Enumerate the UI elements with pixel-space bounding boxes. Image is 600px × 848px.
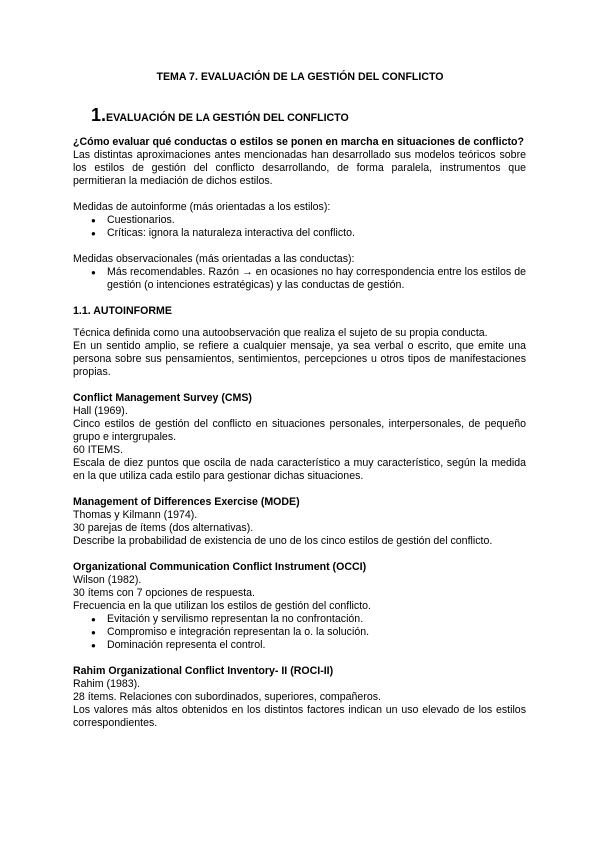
cms-scale: Escala de diez puntos que oscila de nada característico a muy característico, según la medida en la que utiliza cada estilo para gestionar dichas situaciones. [73, 457, 526, 482]
occi-author: Wilson (1982). [73, 574, 142, 586]
definition-2: En un sentido amplio, se refiere a cualquier mensaje, ya sea verbal o escrito, que emite una persona sobre sus pensamientos, sentimientos, percepciones u otros tipos de manifestaciones propias. [73, 340, 526, 378]
cms-title: Conflict Management Survey (CMS) [73, 392, 252, 404]
occi-list [73, 613, 526, 652]
mode-author: Thomas y Kilmann (1974). [73, 509, 198, 521]
list-item: ● Cuestionarios. [73, 214, 526, 227]
intro-paragraph: Las distintas aproximaciones antes mencionadas han desarrollado sus modelos teóricos sobre los estilos de gestión del conflicto desarrollando, de forma paralela, instrumentos que permitieran la mediación de dichos estilos. [73, 149, 526, 187]
page-title: TEMA 7. EVALUACIÓN DE LA GESTIÓN DEL CONFLICTO [156, 71, 444, 83]
roci-desc: Los valores más altos obtenidos en los distintos factores indican un uso elevado de los estilos correspondientes. [73, 704, 526, 729]
cms-items: 60 ITEMS. [73, 444, 124, 456]
section-number: 1. [91, 105, 107, 125]
occi-items: 30 ítems con 7 opciones de respuesta. [73, 587, 255, 599]
document-body [73, 105, 526, 730]
list-item: ● Más recomendables. Razón → en ocasiones no hay correspondencia entre los estilos de gestión (o intenciones estratégicas) y las conductas de gestión. [73, 266, 526, 292]
section-heading-text: EVALUACIÓN DE LA GESTIÓN DEL CONFLICTO [106, 112, 349, 124]
list-item: ● Evitación y servilismo representan la no confrontación. [73, 613, 526, 626]
observacionales-list [73, 266, 526, 292]
autoinforme-intro: Medidas de autoinforme (más orientadas a los estilos): [73, 201, 331, 213]
autoinforme-list [73, 214, 526, 240]
roci-title: Rahim Organizational Conflict Inventory- II (ROCI-II) [73, 665, 334, 677]
roci-items: 28 ítems. Relaciones con subordinados, superiores, compañeros. [73, 691, 381, 703]
observacionales-intro: Medidas observacionales (más orientadas a las conductas): [73, 253, 355, 265]
mode-title: Management of Differences Exercise (MODE) [73, 496, 300, 508]
mode-pairs: 30 parejas de ítems (dos alternativas). [73, 522, 254, 534]
occi-freq: Frecuencia en la que utilizan los estilos de gestión del conflicto. [73, 600, 371, 612]
section-heading [91, 105, 526, 125]
mode-desc: Describe la probabilidad de existencia de uno de los cinco estilos de gestión del conflicto. [73, 535, 493, 547]
definition-1: Técnica definida como una autoobservación que realiza el sujeto de su propia conducta. [73, 327, 488, 339]
list-item: ● Críticas: ignora la naturaleza interactiva del conflicto. [73, 227, 526, 240]
list-item: ● Dominación representa el control. [73, 639, 526, 652]
question: ¿Cómo evaluar qué conductas o estilos se ponen en marcha en situaciones de conflicto? [73, 136, 524, 148]
occi-title: Organizational Communication Conflict Instrument (OCCI) [73, 561, 367, 573]
subsection-heading: 1.1. AUTOINFORME [73, 305, 172, 317]
cms-desc: Cinco estilos de gestión del conflicto en situaciones personales, interpersonales, de pequeño grupo e intergrupales. [73, 418, 526, 443]
cms-author: Hall (1969). [73, 405, 128, 417]
list-item: ● Compromiso e integración representan la o. la solución. [73, 626, 526, 639]
roci-author: Rahim (1983). [73, 678, 141, 690]
